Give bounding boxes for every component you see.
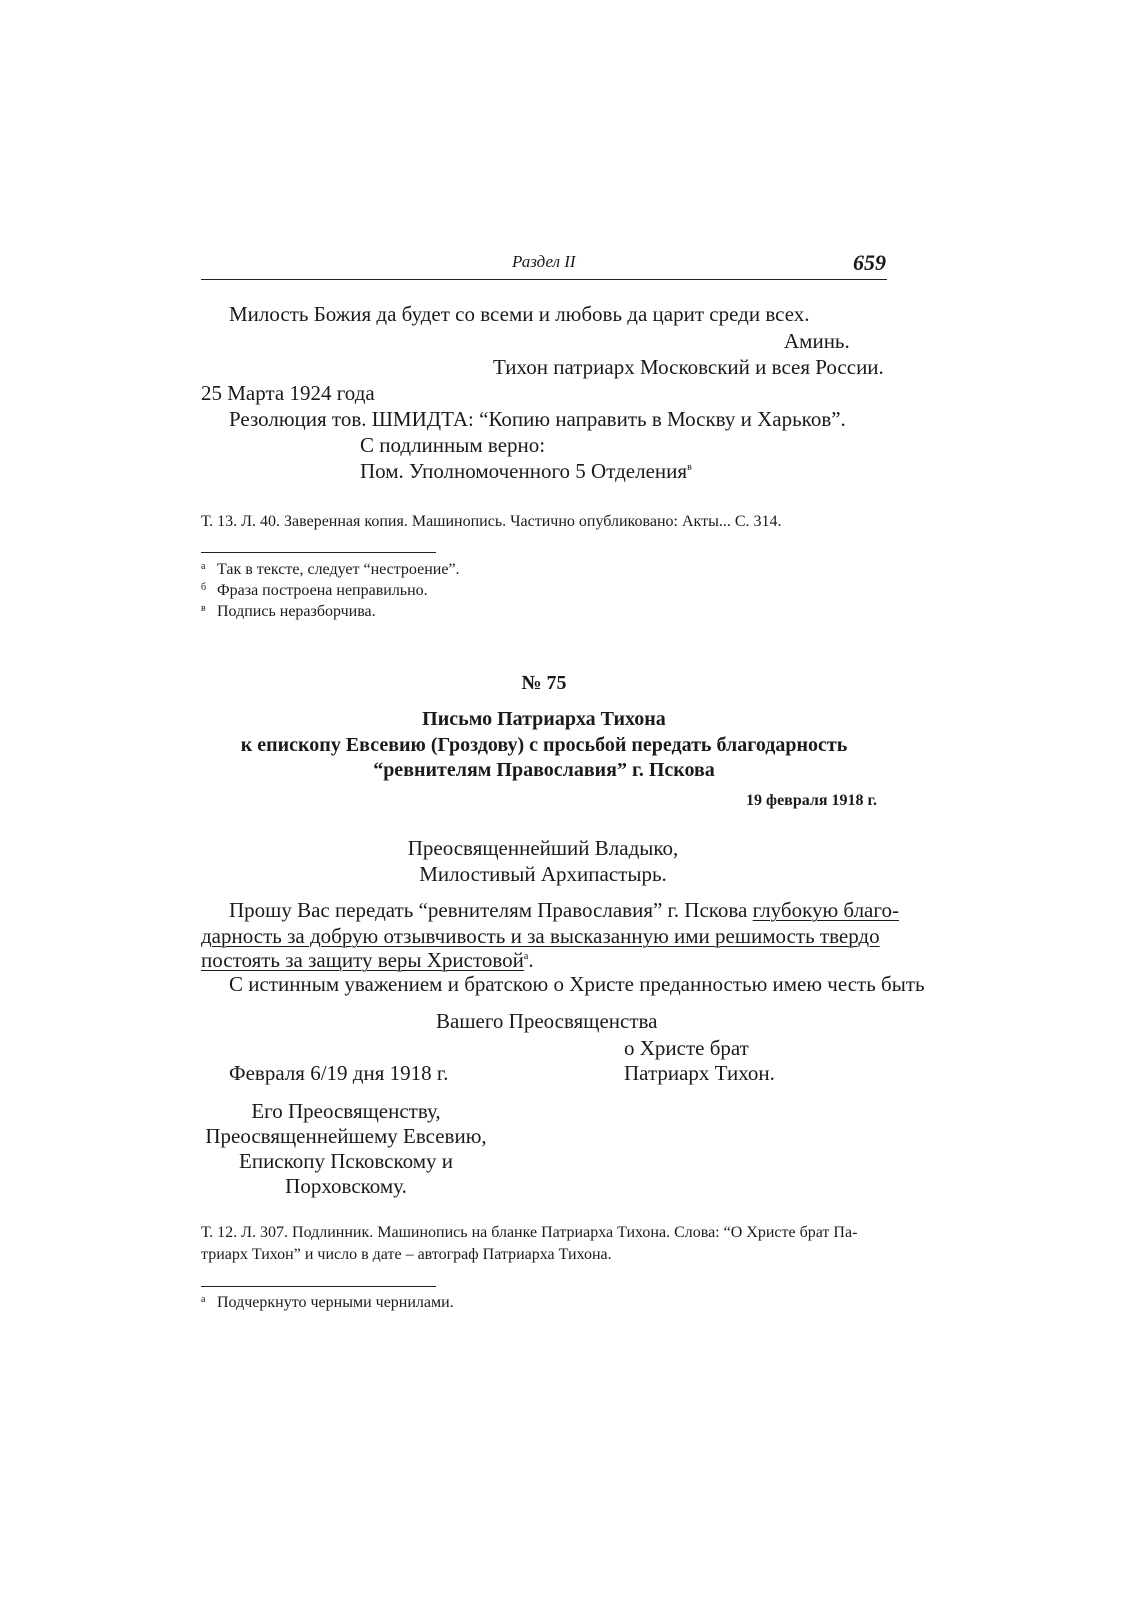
footnote-ref: в [687, 462, 692, 473]
footnote [201, 559, 460, 581]
footnote-text: Подпись неразборчива. [217, 603, 376, 620]
address-line: Преосвященнейшему Евсевию, [205, 1124, 487, 1148]
letter-body-line [229, 896, 899, 924]
footnote-ref: а [523, 951, 529, 962]
prev-date: 25 Марта 1924 года [201, 381, 375, 405]
header-rule [201, 279, 887, 280]
address-line: Его Преосвященству, [251, 1099, 441, 1123]
underlined-text: постоять за защиту веры Христовой [201, 948, 524, 972]
document-title-line: к епископу Евсевию (Гроздову) с просьбой передать благодарность [240, 734, 848, 756]
document-title-line: Письмо Патриарха Тихона [422, 708, 666, 730]
footnote-text: Так в тексте, следует “нестроение”. [217, 561, 460, 578]
footnote-mark: а [201, 561, 206, 572]
address-line: Порховскому. [285, 1174, 407, 1198]
prev-signature: Тихон патриарх Московский и всея России. [493, 355, 884, 379]
footnote-mark: а [201, 1294, 206, 1305]
document-title-line: “ревнителям Православия” г. Пскова [373, 759, 715, 781]
archive-note-line: Т. 12. Л. 307. Подлинник. Машинопись на бланке Патриарха Тихона. Слова: “О Христе брат Па- [201, 1224, 858, 1241]
closing-line: Вашего Преосвященства [436, 1009, 658, 1033]
letter-body-line: С истинным уважением и братскою о Христе преданностью имею честь быть [229, 972, 925, 996]
archive-note-line: триарх Тихон” и число в дате – автограф Патриарха Тихона. [201, 1246, 612, 1263]
footnote-text: Подчеркнуто черными чернилами. [217, 1294, 454, 1311]
official-line [360, 457, 692, 485]
letter-text: Прошу Вас передать “ревнителям Православия” г. Пскова [229, 898, 753, 922]
official-text: Пом. Уполномоченного 5 Отделения [360, 459, 688, 483]
footnote-text: Фраза построена неправильно. [217, 582, 428, 599]
underlined-text: дарность за добрую отзывчивость и за высказанную ими решимость твердо [201, 924, 880, 948]
footnote [201, 580, 428, 602]
prev-archive-note: Т. 13. Л. 40. Заверенная копия. Машинопись. Частично опубликовано: Акты... С. 314. [201, 513, 782, 530]
letter-text: . [528, 948, 534, 972]
footnote-rule [201, 1286, 436, 1287]
letter-signature: Патриарх Тихон. [624, 1061, 775, 1085]
amen: Аминь. [784, 329, 850, 353]
document-date: 19 февраля 1918 г. [746, 792, 877, 809]
footnote-rule [201, 552, 436, 553]
salutation-line: Преосвященнейший Владыко, [407, 836, 679, 860]
document-number: № 75 [521, 672, 567, 694]
running-header-section: Раздел II [512, 252, 576, 271]
page-number: 659 [853, 250, 886, 275]
footnote [201, 601, 376, 623]
certified-line: С подлинным верно: [360, 433, 546, 457]
closing-line: о Христе брат [624, 1036, 749, 1060]
resolution: Резолюция тов. ШМИДТА: “Копию направить в Москву и Харьков”. [229, 407, 846, 431]
footnote-mark: в [201, 603, 206, 614]
address-line: Епископу Псковскому и [239, 1149, 453, 1173]
letter-date: Февраля 6/19 дня 1918 г. [229, 1061, 449, 1085]
underlined-text: глубокую благо- [752, 898, 899, 922]
blessing-line: Милость Божия да будет со всеми и любовь да царит среди всех. [229, 302, 810, 326]
salutation-line: Милостивый Архипастырь. [419, 862, 667, 886]
footnote [201, 1292, 454, 1314]
footnote-mark: б [201, 582, 207, 593]
